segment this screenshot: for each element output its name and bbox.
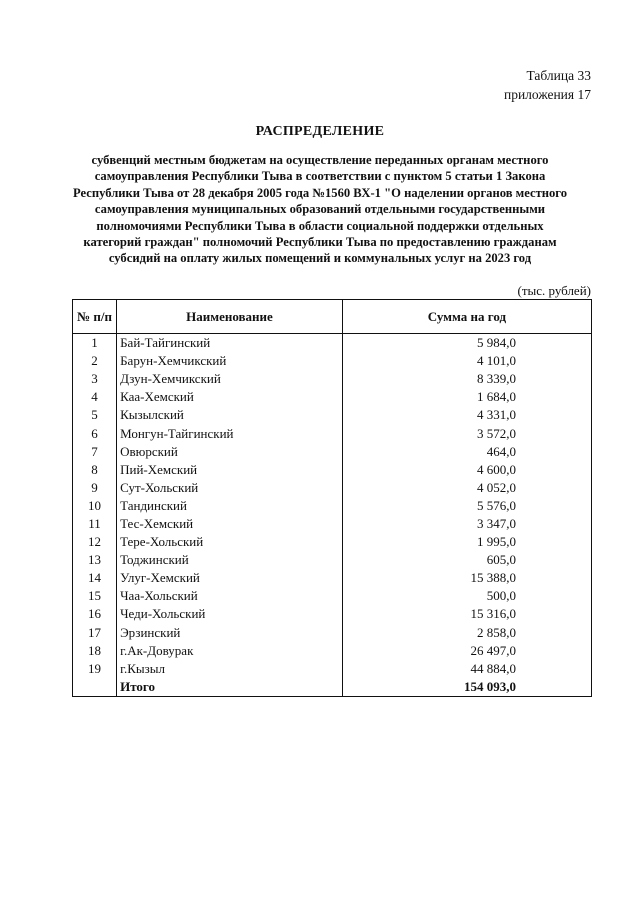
cell-name: Чаа-Хольский: [117, 587, 343, 605]
subtitle-line: субсидий на оплату жилых помещений и коммунальных услуг на 2023 год: [108, 251, 532, 266]
cell-name: Тоджинский: [117, 551, 343, 569]
subtitle-line: категорий граждан" полномочий Республики Тыва по предоставлению гражданам: [83, 235, 557, 250]
cell-sum: 605,0: [342, 551, 591, 569]
cell-sum: 3 347,0: [342, 515, 591, 533]
cell-sum: 4 101,0: [342, 352, 591, 370]
cell-sum: 15 388,0: [342, 569, 591, 587]
cell-sum: 4 600,0: [342, 461, 591, 479]
cell-num: 9: [73, 479, 117, 497]
document-title: РАСПРЕДЕЛЕНИЕ: [255, 124, 385, 139]
cell-name: Чеди-Хольский: [117, 605, 343, 623]
cell-num: 2: [73, 352, 117, 370]
ref-line-table: Таблица 33: [526, 68, 591, 83]
cell-sum: 5 984,0: [342, 334, 591, 353]
table-row: [73, 406, 592, 424]
cell-name: Пий-Хемский: [117, 461, 343, 479]
cell-num: 17: [73, 624, 117, 642]
cell-num: 11: [73, 515, 117, 533]
cell-sum: 4 331,0: [342, 406, 591, 424]
table-row: [73, 660, 592, 678]
table-header-row: [73, 300, 592, 334]
cell-num: 10: [73, 497, 117, 515]
table-body: [73, 334, 592, 697]
cell-name: Тере-Хольский: [117, 533, 343, 551]
cell-name: Овюрский: [117, 443, 343, 461]
table-row: [73, 551, 592, 569]
cell-sum: 8 339,0: [342, 370, 591, 388]
table-row: [73, 443, 592, 461]
cell-name: г.Кызыл: [117, 660, 343, 678]
total-num: [73, 678, 117, 697]
cell-name: Сут-Хольский: [117, 479, 343, 497]
table-row: [73, 569, 592, 587]
header-sum: Сумма на год: [342, 300, 591, 334]
cell-name: Эрзинский: [117, 624, 343, 642]
cell-num: 13: [73, 551, 117, 569]
cell-num: 3: [73, 370, 117, 388]
distribution-table: [72, 299, 592, 697]
table-row: [73, 424, 592, 442]
table-row: [73, 352, 592, 370]
cell-num: 12: [73, 533, 117, 551]
cell-num: 6: [73, 424, 117, 442]
table-row: [73, 605, 592, 623]
cell-name: Каа-Хемский: [117, 388, 343, 406]
ref-line-appendix: приложения 17: [503, 87, 591, 102]
cell-num: 16: [73, 605, 117, 623]
cell-name: Тандинский: [117, 497, 343, 515]
table-row: [73, 587, 592, 605]
cell-num: 1: [73, 334, 117, 353]
total-label: Итого: [117, 678, 343, 697]
table-row: [73, 515, 592, 533]
table-row: [73, 370, 592, 388]
cell-sum: 26 497,0: [342, 642, 591, 660]
cell-sum: 15 316,0: [342, 605, 591, 623]
cell-num: 15: [73, 587, 117, 605]
table-row: [73, 533, 592, 551]
cell-num: 14: [73, 569, 117, 587]
table-row: [73, 388, 592, 406]
subtitle-line: Республики Тыва от 28 декабря 2005 года №1560 ВХ-1 "О наделении органов местного: [72, 185, 568, 200]
subtitle-line: самоуправления муниципальных образований отдельными государственными: [94, 202, 546, 217]
cell-name: Кызылский: [117, 406, 343, 424]
cell-sum: 5 576,0: [342, 497, 591, 515]
table-row: [73, 461, 592, 479]
cell-sum: 1 684,0: [342, 388, 591, 406]
cell-name: Тес-Хемский: [117, 515, 343, 533]
subtitle-line: полномочиями Республики Тыва в области социальной поддержки отдельных: [96, 218, 544, 233]
table-reference: [504, 66, 591, 104]
subtitle-line: самоуправления Республики Тыва в соответствии с пунктом 5 статьи 1 Закона: [94, 169, 546, 184]
cell-num: 7: [73, 443, 117, 461]
cell-name: Улуг-Хемский: [117, 569, 343, 587]
cell-sum: 4 052,0: [342, 479, 591, 497]
cell-sum: 464,0: [342, 443, 591, 461]
cell-num: 18: [73, 642, 117, 660]
cell-name: Барун-Хемчикский: [117, 352, 343, 370]
table-row: [73, 642, 592, 660]
cell-sum: 1 995,0: [342, 533, 591, 551]
units-label: (тыс. рублей): [517, 283, 591, 298]
cell-num: 19: [73, 660, 117, 678]
cell-name: Дзун-Хемчикский: [117, 370, 343, 388]
header-name: Наименование: [117, 300, 343, 334]
cell-name: Монгун-Тайгинский: [117, 424, 343, 442]
table-row: [73, 624, 592, 642]
cell-name: г.Ак-Довурак: [117, 642, 343, 660]
cell-num: 8: [73, 461, 117, 479]
table-row: [73, 334, 592, 353]
subtitle-line: субвенций местным бюджетам на осуществление переданных органам местного: [91, 153, 549, 167]
total-sum: 154 093,0: [342, 678, 591, 697]
table-total-row: [73, 678, 592, 697]
table-row: [73, 479, 592, 497]
cell-sum: 2 858,0: [342, 624, 591, 642]
cell-sum: 44 884,0: [342, 660, 591, 678]
cell-name: Бай-Тайгинский: [117, 334, 343, 353]
cell-num: 4: [73, 388, 117, 406]
cell-sum: 3 572,0: [342, 424, 591, 442]
table-row: [73, 497, 592, 515]
document-subtitle: [60, 152, 580, 267]
cell-sum: 500,0: [342, 587, 591, 605]
header-num: № п/п: [73, 300, 117, 334]
cell-num: 5: [73, 406, 117, 424]
